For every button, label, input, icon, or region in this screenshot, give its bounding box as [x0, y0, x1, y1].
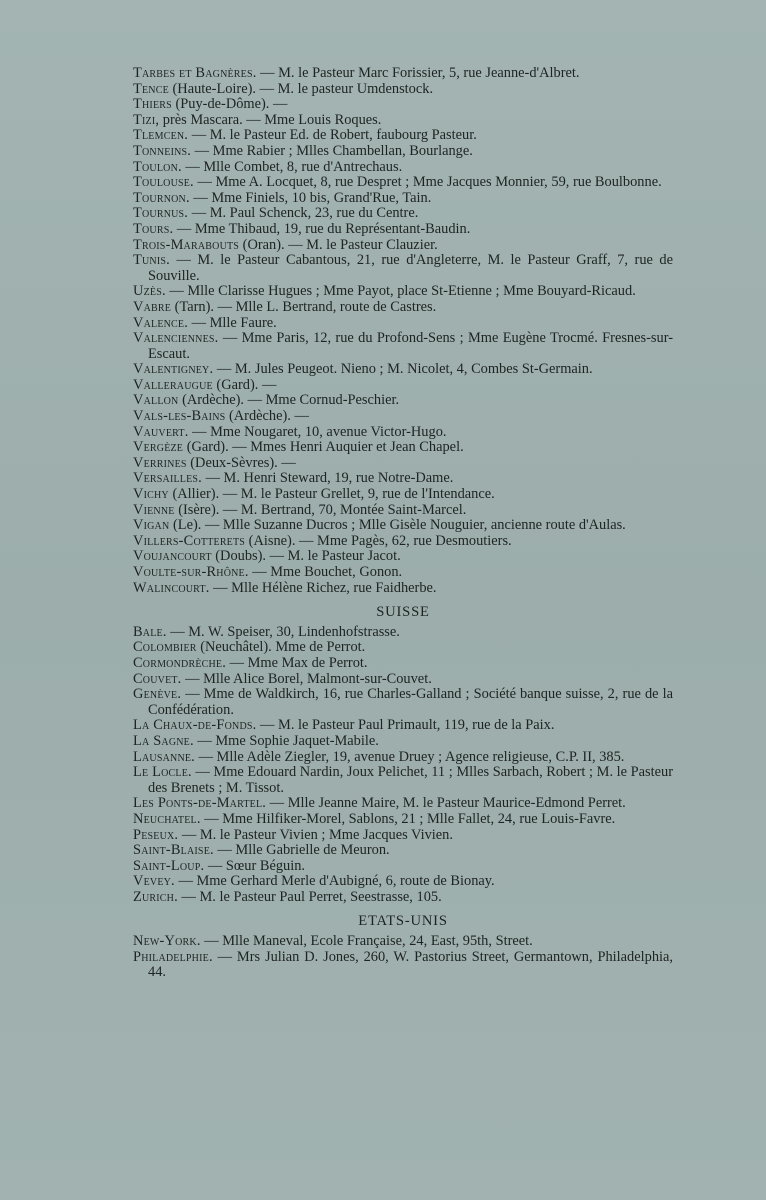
place-name: Trois-Marabouts [133, 236, 240, 253]
directory-entry [133, 828, 673, 844]
directory-entry [133, 222, 673, 238]
entry-details: (Deux-Sèvres). — [186, 454, 296, 471]
directory-entry [133, 238, 673, 254]
directory-entry [133, 393, 673, 409]
entry-details: — Mme Thibaud, 19, rue du Représentant-Baudin. [173, 220, 471, 237]
directory-entry [133, 471, 673, 487]
entry-details: (Allier). — M. le Pasteur Grellet, 9, rue de l'Intendance. [168, 486, 495, 503]
directory-entry [133, 796, 673, 812]
place-name: Vienne [133, 501, 175, 518]
directory-entry [133, 874, 673, 890]
directory-entry [133, 765, 673, 796]
directory-entry [133, 625, 673, 641]
place-name: Vallon [133, 392, 179, 409]
directory-entry [133, 284, 673, 300]
directory-entry [133, 859, 673, 875]
entry-details: — Mme Edouard Nardin, Joux Pelichet, 11 ; Mlles Sarbach, Robert ; M. le Pasteur des Brenets ; M. Tissot. [148, 764, 673, 796]
france-section [133, 66, 673, 596]
directory-entry [133, 378, 673, 394]
place-name: Vabre [133, 298, 172, 315]
entry-details: — Mme A. Locquet, 8, rue Despret ; Mme Jacques Monnier, 59, rue Boulbonne. [193, 174, 662, 191]
directory-entry [133, 331, 673, 362]
directory-entry [133, 750, 673, 766]
entry-details: (Ardèche). — [225, 408, 309, 425]
place-name: Valentigney. [133, 361, 214, 378]
entry-details: — Mlle Jeanne Maire, M. le Pasteur Maurice-Edmond Perret. [266, 795, 626, 812]
place-name: Le Locle. [133, 764, 192, 781]
place-name: New-York. [133, 933, 201, 950]
entry-details: (Gard). — [212, 376, 277, 393]
directory-entry [133, 950, 673, 981]
directory-entry [133, 113, 673, 129]
entry-details: — Sœur Béguin. [204, 857, 306, 874]
place-name: Couvet. [133, 670, 182, 687]
place-name: Tournon. [133, 189, 190, 206]
place-name: Tonneins. [133, 142, 192, 159]
directory-entry [133, 82, 673, 98]
directory-entry [133, 440, 673, 456]
directory-entry [133, 316, 673, 332]
section-heading-etats-unis: ETATS-UNIS [358, 913, 448, 930]
entry-details: (Haute-Loire). — M. le pasteur Umdenstock. [168, 80, 434, 97]
entry-details: (Le). — Mlle Suzanne Ducros ; Mlle Gisèle Nouguier, ancienne route d'Aulas. [169, 517, 626, 534]
directory-entry [133, 144, 673, 160]
entry-details: — Mlle Combet, 8, rue d'Antrechaus. [181, 158, 403, 175]
entry-details: — M. Jules Peugeot. Nieno ; M. Nicolet, 4, Combes St-Germain. [213, 361, 593, 378]
place-name: Versailles. [133, 470, 202, 487]
place-name: Tarbes et Bagnères. [133, 65, 257, 81]
place-name: Cormondrèche. [133, 654, 227, 671]
place-name: Vigan [133, 517, 170, 534]
place-name: Vergèze [133, 439, 184, 456]
entry-details: — Mme Max de Perrot. [226, 654, 368, 671]
entry-details: — M. le Pasteur Cabantous, 21, rue d'Angleterre, M. le Pasteur Graff, 7, rue de Souville. [148, 252, 673, 284]
entry-details: — Mlle Maneval, Ecole Française, 24, East, 95th, Street. [200, 933, 533, 950]
place-name: Saint-Loup. [133, 857, 205, 874]
directory-entry [133, 518, 673, 534]
place-name: Saint-Blaise. [133, 842, 214, 859]
directory-entry [133, 456, 673, 472]
section-heading-suisse: SUISSE [376, 604, 430, 621]
place-name: Tunis. [133, 252, 170, 269]
place-name: Voulte-sur-Rhône. [133, 564, 249, 580]
entry-details: — Mrs Julian D. Jones, 260, W. Pastorius Street, Germantown, Philadelphia, 44. [148, 948, 673, 981]
directory-entry [133, 640, 673, 656]
directory-entry [133, 549, 673, 565]
directory-entry [133, 253, 673, 284]
place-name: Valence. [133, 314, 189, 331]
place-name: Zurich. [133, 888, 178, 905]
place-name: Tlemcen. [133, 127, 189, 144]
directory-entry [133, 97, 673, 113]
entry-details: — M. le Pasteur Paul Perret, Seestrasse, 105. [177, 888, 442, 905]
entry-details: — Mlle Gabrielle de Meuron. [213, 842, 390, 859]
place-name: Vals-les-Bains [133, 408, 226, 425]
place-name: Tizi, [133, 111, 160, 128]
entry-details: — Mme Rabier ; Mlles Chambellan, Bourlange. [191, 142, 473, 159]
directory-entry [133, 425, 673, 441]
directory-entry [133, 534, 673, 550]
place-name: Vauvert. [133, 423, 189, 440]
directory-entry [133, 503, 673, 519]
entry-details: — Mlle Hélène Richez, rue Faidherbe. [209, 579, 437, 596]
entry-details: (Puy-de-Dôme). — [171, 96, 288, 113]
entry-details: — M. le Pasteur Vivien ; Mme Jacques Vivien. [178, 826, 453, 843]
entry-details: — Mme Finiels, 10 bis, Grand'Rue, Tain. [189, 189, 432, 206]
directory-entry [133, 812, 673, 828]
directory-entry [133, 160, 673, 176]
place-name: Villers-Cotterets [133, 532, 246, 549]
directory-entry [133, 66, 673, 82]
place-name: Les Ponts-de-Martel. [133, 795, 267, 812]
entry-details: — M. le Pasteur Ed. de Robert, faubourg Pasteur. [188, 127, 477, 144]
entry-details: — M. W. Speiser, 30, Lindenhofstrasse. [166, 623, 400, 640]
place-name: Philadelphie. [133, 948, 213, 965]
entry-details: — M. le Pasteur Marc Forissier, 5, rue Jeanne-d'Albret. [256, 65, 580, 81]
entry-details: — Mme Sophie Jaquet-Mabile. [193, 732, 379, 749]
place-name: Toulouse. [133, 174, 194, 191]
etats-unis-section [133, 934, 673, 981]
place-name: Thiers [133, 96, 172, 113]
entry-details: (Ardèche). — Mme Cornud-Peschier. [178, 392, 400, 409]
directory-entry [133, 890, 673, 906]
entry-details: (Aisne). — Mme Pagès, 62, rue Desmoutiers. [245, 532, 512, 549]
place-name: Vevey. [133, 873, 175, 890]
place-name: Peseux. [133, 826, 179, 843]
entry-details: — Mlle Faure. [188, 314, 277, 331]
directory-entry [133, 718, 673, 734]
place-name: Tournus. [133, 205, 189, 222]
entry-details: — Mlle Adèle Ziegler, 19, avenue Druey ; Agence religieuse, C.P. II, 385. [194, 748, 625, 765]
entry-details: — Mlle Alice Borel, Malmont-sur-Couvet. [181, 670, 432, 687]
place-name: Uzès. [133, 283, 166, 300]
directory-entry [133, 409, 673, 425]
place-name: Bale. [133, 623, 167, 640]
entry-details: — Mme de Waldkirch, 16, rue Charles-Galland ; Société banque suisse, 2, rue de la Confédération. [148, 686, 673, 718]
suisse-section [133, 625, 673, 906]
place-name: Valleraugue [133, 376, 213, 393]
directory-entry [133, 734, 673, 750]
place-name: Verrines [133, 454, 187, 471]
directory-entry [133, 487, 673, 503]
place-name: Walincourt. [133, 579, 210, 596]
directory-entry [133, 362, 673, 378]
entry-details: près Mascara. — Mme Louis Roques. [159, 111, 382, 128]
place-name: Tours. [133, 220, 174, 237]
directory-entry [133, 934, 673, 950]
directory-entry [133, 656, 673, 672]
directory-listing [133, 66, 673, 981]
entry-details: — M. Paul Schenck, 23, rue du Centre. [188, 205, 419, 222]
entry-details: — Mme Hilfiker-Morel, Sablons, 21 ; Mlle Fallet, 24, rue Louis-Favre. [200, 810, 616, 827]
place-name: Valenciennes. [133, 330, 219, 347]
directory-entry [133, 687, 673, 718]
place-name: La Chaux-de-Fonds. [133, 717, 257, 734]
entry-details: — M. le Pasteur Paul Primault, 119, rue de la Paix. [256, 717, 555, 734]
place-name: Toulon. [133, 158, 182, 175]
place-name: La Sagne. [133, 732, 194, 749]
directory-entry [133, 581, 673, 597]
entry-details: (Isère). — M. Bertrand, 70, Montée Saint-Marcel. [174, 501, 467, 518]
entry-details: (Neuchâtel). Mme de Perrot. [196, 639, 366, 656]
directory-entry [133, 206, 673, 222]
directory-entry [133, 565, 673, 581]
entry-details: — Mme Gerhard Merle d'Aubigné, 6, route de Bionay. [174, 873, 495, 890]
place-name: Voujancourt [133, 548, 212, 565]
entry-details: (Oran). — M. le Pasteur Clauzier. [239, 236, 438, 253]
directory-entry [133, 191, 673, 207]
entry-details: — Mme Nougaret, 10, avenue Victor-Hugo. [188, 423, 447, 440]
entry-details: (Doubs). — M. le Pasteur Jacot. [211, 548, 401, 565]
entry-details: — Mme Paris, 12, rue du Profond-Sens ; Mme Eugène Trocmé. Fresnes-sur-Escaut. [148, 330, 673, 362]
place-name: Tence [133, 80, 169, 97]
place-name: Lausanne. [133, 748, 195, 765]
place-name: Neuchatel. [133, 810, 201, 827]
directory-entry [133, 300, 673, 316]
entry-details: — Mme Bouchet, Gonon. [248, 564, 403, 580]
directory-entry [133, 128, 673, 144]
directory-entry [133, 672, 673, 688]
place-name: Genève. [133, 686, 182, 703]
entry-details: (Tarn). — Mlle L. Bertrand, route de Castres. [171, 298, 437, 315]
entry-details: — Mlle Clarisse Hugues ; Mme Payot, place St-Etienne ; Mme Bouyard-Ricaud. [165, 283, 636, 300]
directory-entry [133, 843, 673, 859]
place-name: Vichy [133, 486, 169, 503]
entry-details: (Gard). — Mmes Henri Auquier et Jean Chapel. [183, 439, 464, 456]
entry-details: — M. Henri Steward, 19, rue Notre-Dame. [201, 470, 454, 487]
directory-entry [133, 175, 673, 191]
place-name: Colombier [133, 639, 197, 656]
